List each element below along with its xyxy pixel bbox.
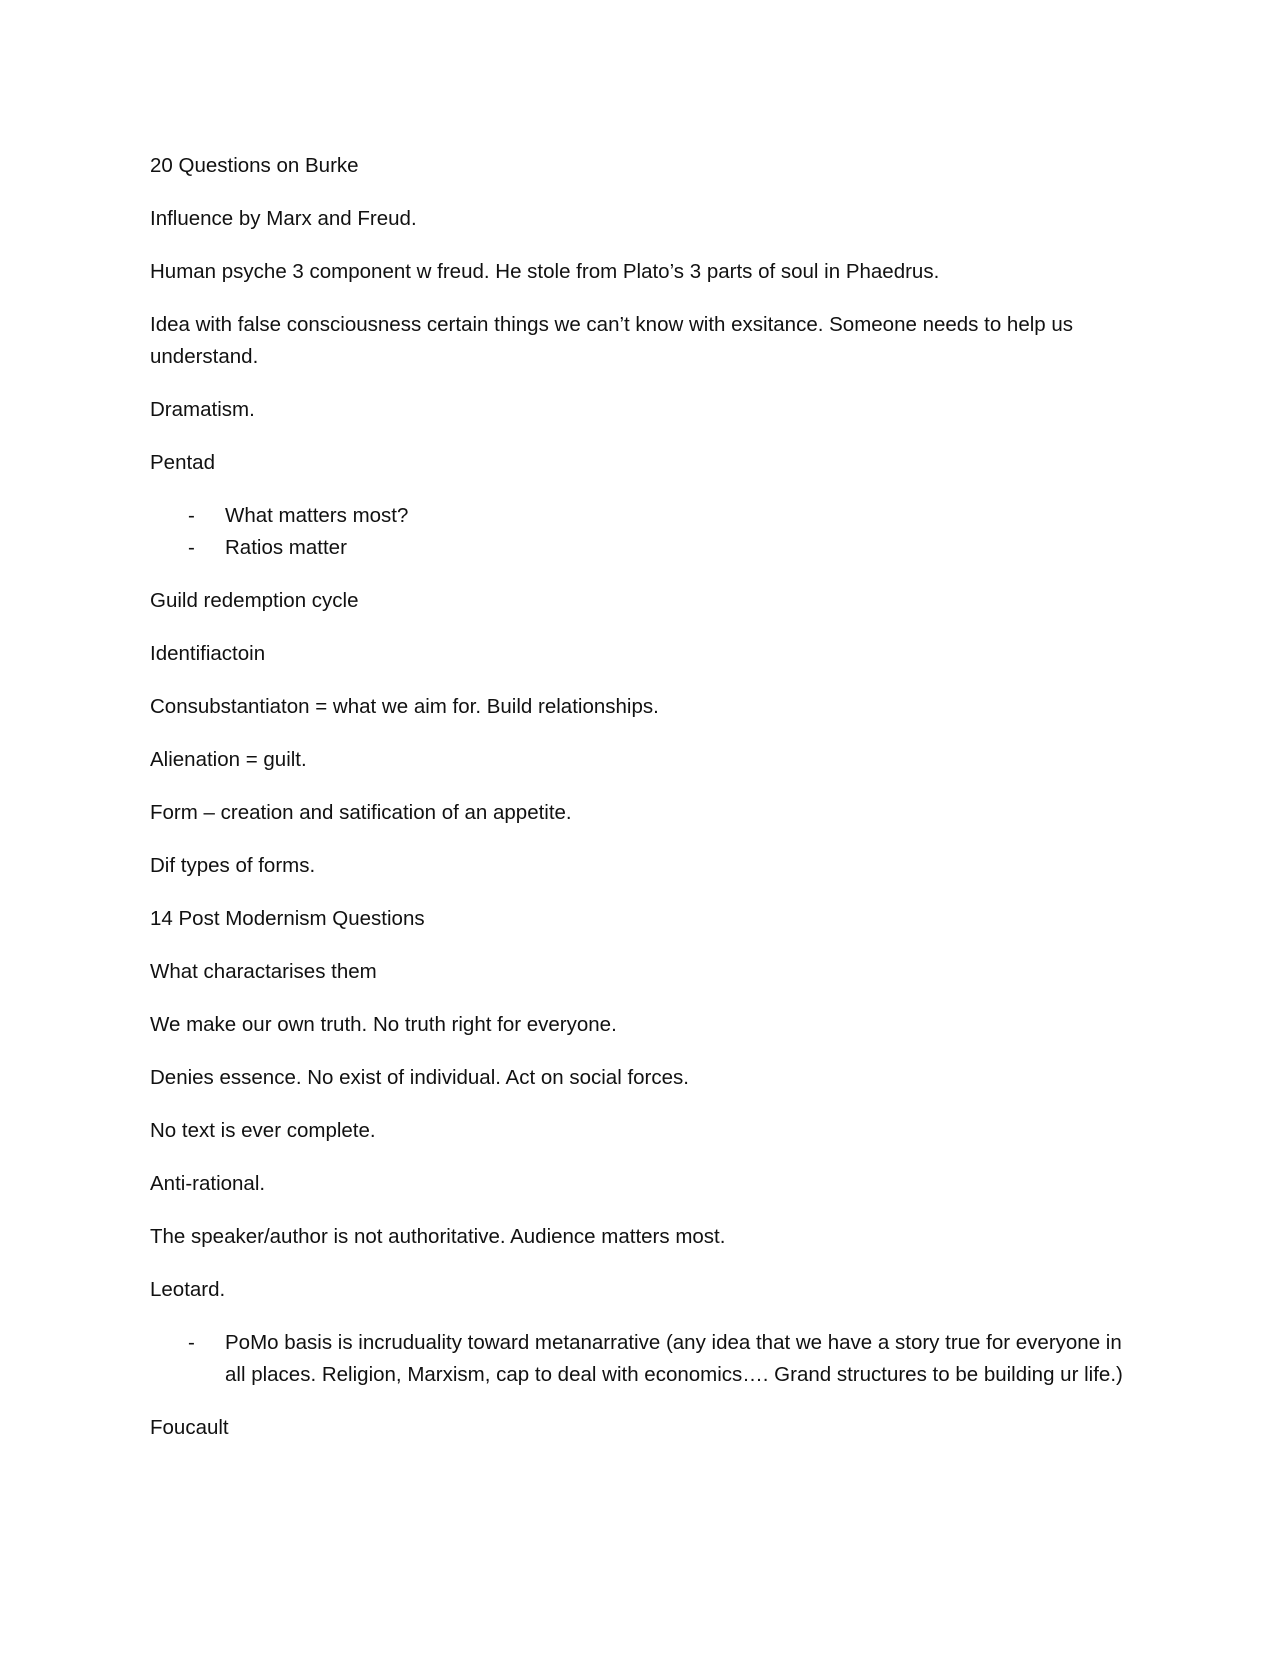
paragraph: We make our own truth. No truth right for everyone. <box>150 1013 617 1036</box>
paragraph: Human psyche 3 component w freud. He stole from Plato’s 3 parts of soul in Phaedrus. <box>150 260 940 283</box>
paragraph: Identifiactoin <box>150 642 266 665</box>
paragraph: Leotard. <box>150 1278 226 1301</box>
paragraph: What charactarises them <box>150 960 377 983</box>
paragraph: Denies essence. No exist of individual. Act on social forces. <box>150 1066 689 1089</box>
paragraph: Influence by Marx and Freud. <box>150 207 417 230</box>
paragraph: Pentad <box>150 451 215 474</box>
paragraph: Idea with false consciousness certain things we can’t know with exsitance. Someone needs to help us understand. <box>150 313 1074 368</box>
list-item-text: Ratios matter <box>225 536 347 559</box>
paragraph: Dramatism. <box>150 398 255 421</box>
bullet-list <box>150 500 1130 564</box>
list-item <box>150 532 1130 564</box>
paragraph: Alienation = guilt. <box>150 748 307 771</box>
paragraph: Anti-rational. <box>150 1172 266 1195</box>
list-item <box>150 500 1130 532</box>
paragraph: No text is ever complete. <box>150 1119 376 1142</box>
list-item-text: PoMo basis is incruduality toward metanarrative (any idea that we have a story true for everyone in all places. Religion, Marxism, cap to deal with economics…. Grand structures to be building ur life.) <box>225 1331 1123 1386</box>
paragraph: Form – creation and satification of an appetite. <box>150 801 572 824</box>
dash-bullet: - <box>188 536 195 559</box>
bullet-list <box>150 1327 1130 1391</box>
list-item <box>150 1327 1130 1391</box>
paragraph: 14 Post Modernism Questions <box>150 907 425 930</box>
dash-bullet: - <box>188 504 195 527</box>
paragraph: 20 Questions on Burke <box>150 154 359 177</box>
paragraph: Foucault <box>150 1416 229 1439</box>
paragraph: Consubstantiaton = what we aim for. Build relationships. <box>150 695 659 718</box>
list-item-text: What matters most? <box>225 504 409 527</box>
document-body <box>150 150 1130 1465</box>
dash-bullet: - <box>188 1331 195 1354</box>
paragraph: Dif types of forms. <box>150 854 316 877</box>
paragraph: Guild redemption cycle <box>150 589 359 612</box>
paragraph: The speaker/author is not authoritative. Audience matters most. <box>150 1225 726 1248</box>
